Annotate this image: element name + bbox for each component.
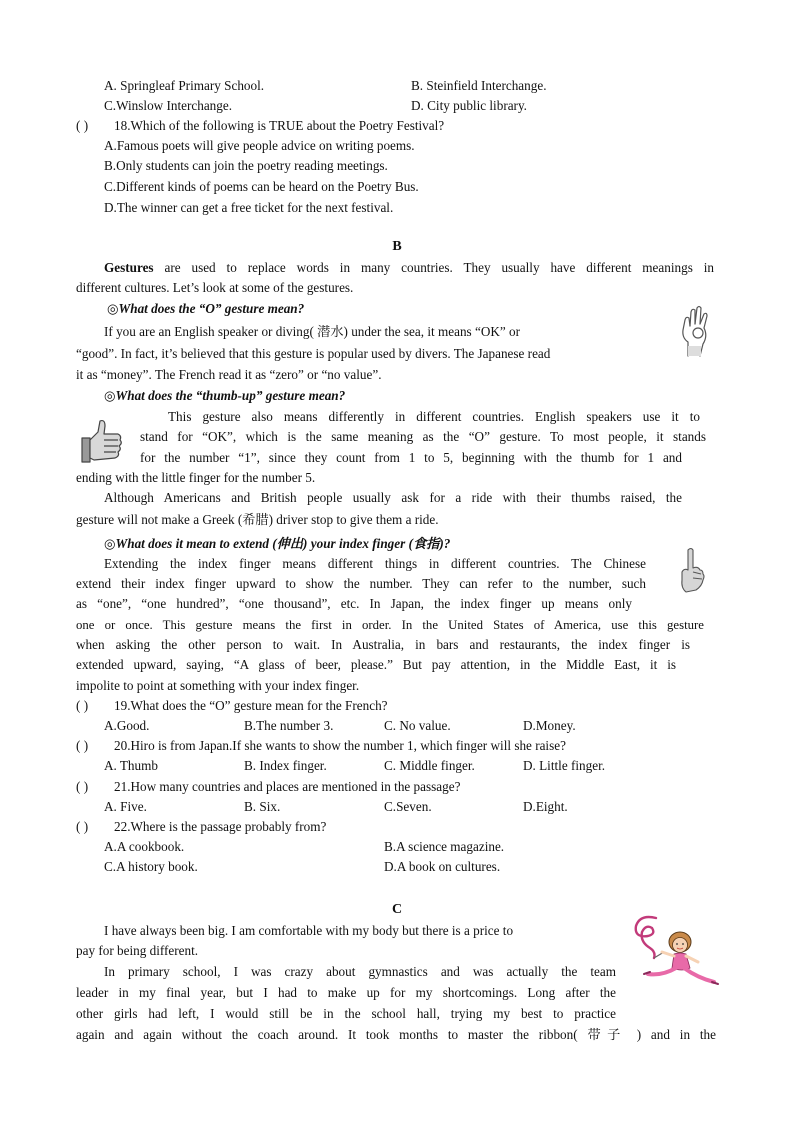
q19-option-a: A.Good. bbox=[104, 718, 150, 733]
q17-option-d: D. City public library. bbox=[411, 98, 527, 113]
index-line-6: extended upward, saying, “A glass of beer, please.” But pay attention, in the Middle East, it is bbox=[76, 657, 676, 672]
gymnast-icon bbox=[626, 912, 722, 996]
q21-answer-blank[interactable]: ( ) bbox=[76, 779, 89, 794]
q18-option-d: D.The winner can get a free ticket for the next festival. bbox=[104, 200, 394, 215]
q20-option-b: B. Index finger. bbox=[244, 758, 327, 773]
index-line-5: when asking the other person to wait. In Australia, in bars and restaurants, the index finger is bbox=[76, 637, 690, 652]
q20-option-c: C. Middle finger. bbox=[384, 758, 475, 773]
q20-answer-blank[interactable]: ( ) bbox=[76, 738, 89, 753]
q20-option-a: A. Thumb bbox=[104, 758, 158, 773]
q22-option-d: D.A book on cultures. bbox=[384, 859, 501, 874]
o-gesture-line-3: it as “money”. The French read it as “zero” or “no value”. bbox=[76, 367, 382, 382]
subheading-index-finger: ◎What does it mean to extend (伸出) your index finger (食指)? bbox=[104, 536, 451, 551]
q18-stem: 18.Which of the following is TRUE about the Poetry Festival? bbox=[114, 118, 445, 133]
q19-stem: 19.What does the “O” gesture mean for the French? bbox=[114, 698, 388, 713]
c-line-1: I have always been big. I am comfortable with my body but there is a price to bbox=[104, 923, 514, 938]
subheading-thumb-up: ◎What does the “thumb-up” gesture mean? bbox=[104, 388, 346, 403]
q21-option-d: D.Eight. bbox=[523, 799, 568, 814]
q22-option-c: C.A history book. bbox=[104, 859, 198, 874]
index-finger-icon bbox=[674, 546, 708, 596]
q19-option-b: B.The number 3. bbox=[244, 718, 334, 733]
thumb-line-1: This gesture also means differently in different countries. English speakers use it to bbox=[168, 409, 700, 424]
o-gesture-line-2: “good”. In fact, it’s believed that this gesture is popular used by divers. The Japanese read bbox=[76, 346, 551, 361]
q21-stem: 21.How many countries and places are mentioned in the passage? bbox=[114, 779, 461, 794]
q17-option-b: B. Steinfield Interchange. bbox=[411, 78, 547, 93]
section-b-heading: B bbox=[392, 239, 402, 254]
section-c-heading: C bbox=[391, 902, 403, 917]
thumb-line-4: ending with the little finger for the number 5. bbox=[76, 470, 316, 485]
thumb-line-6: gesture will not make a Greek (希腊) driver stop to give them a ride. bbox=[76, 512, 439, 527]
c-line-6: again and again without the coach around. It took months to master the ribbon( 带子 ) and in the bbox=[76, 1027, 716, 1042]
q18-option-b: B.Only students can join the poetry reading meetings. bbox=[104, 158, 388, 173]
q22-option-a: A.A cookbook. bbox=[104, 839, 185, 854]
q19-option-c: C. No value. bbox=[384, 718, 451, 733]
thumb-line-5: Although Americans and British people usually ask for a ride with their thumbs raised, the bbox=[104, 490, 682, 505]
q20-stem: 20.Hiro is from Japan.If she wants to show the number 1, which finger will she raise? bbox=[114, 738, 566, 753]
q18-option-c: C.Different kinds of poems can be heard on the Poetry Bus. bbox=[104, 179, 419, 194]
index-line-3: as “one”, “one hundred”, “one thousand”, etc. In Japan, the index finger up means only bbox=[76, 596, 632, 611]
q17-option-a: A. Springleaf Primary School. bbox=[104, 78, 265, 93]
q18-answer-blank[interactable]: ( ) bbox=[76, 118, 89, 133]
section-b-intro-line-2: different cultures. Let’s look at some of the gestures. bbox=[76, 280, 354, 295]
thumb-line-3: for the number “1”, since they count from 1 to 5, beginning with the thumb for 1 and bbox=[140, 450, 682, 465]
intro-bold-word: Gestures bbox=[104, 260, 154, 275]
index-line-2: extend their index finger upward to show the number. They can refer to the number, such bbox=[76, 576, 646, 591]
index-line-1: Extending the index finger means different things in different countries. The Chinese bbox=[104, 556, 646, 571]
q22-stem: 22.Where is the passage probably from? bbox=[114, 819, 327, 834]
q21-option-a: A. Five. bbox=[104, 799, 147, 814]
subheading-o-gesture: ◎What does the “O” gesture mean? bbox=[107, 301, 305, 316]
o-gesture-line-1: If you are an English speaker or diving( 潜水) under the sea, it means “OK” or bbox=[104, 324, 521, 339]
q19-answer-blank[interactable]: ( ) bbox=[76, 698, 89, 713]
intro-text: are used to replace words in many countries. They usually have different meanings in bbox=[153, 260, 714, 275]
q22-answer-blank[interactable]: ( ) bbox=[76, 819, 89, 834]
q18-option-a: A.Famous poets will give people advice on writing poems. bbox=[104, 138, 415, 153]
index-line-4: one or once. This gesture means the first in order. In the United States of America, use this gesture bbox=[76, 618, 704, 632]
c-line-3: In primary school, I was crazy about gymnastics and was actually the team bbox=[104, 964, 616, 979]
thumb-line-2: stand for “OK”, which is the same meaning as the “O” gesture. To most people, it stands bbox=[140, 429, 706, 444]
q19-option-d: D.Money. bbox=[523, 718, 576, 733]
q21-option-c: C.Seven. bbox=[384, 799, 432, 814]
c-line-2: pay for being different. bbox=[76, 943, 199, 958]
ok-hand-icon bbox=[676, 302, 714, 358]
q21-option-b: B. Six. bbox=[244, 799, 281, 814]
c-line-5: other girls had left, I would still be in the school hall, trying my best to practice bbox=[76, 1006, 616, 1021]
c-line-4: leader in my final year, but I had to make up for my shortcomings. Long after the bbox=[76, 985, 616, 1000]
index-line-7: impolite to point at something with your index finger. bbox=[76, 678, 360, 693]
q22-option-b: B.A science magazine. bbox=[384, 839, 505, 854]
q20-option-d: D. Little finger. bbox=[523, 758, 606, 773]
thumb-up-icon bbox=[80, 418, 124, 464]
q17-option-c: C.Winslow Interchange. bbox=[104, 98, 233, 113]
section-b-intro-line-1 bbox=[104, 260, 714, 276]
